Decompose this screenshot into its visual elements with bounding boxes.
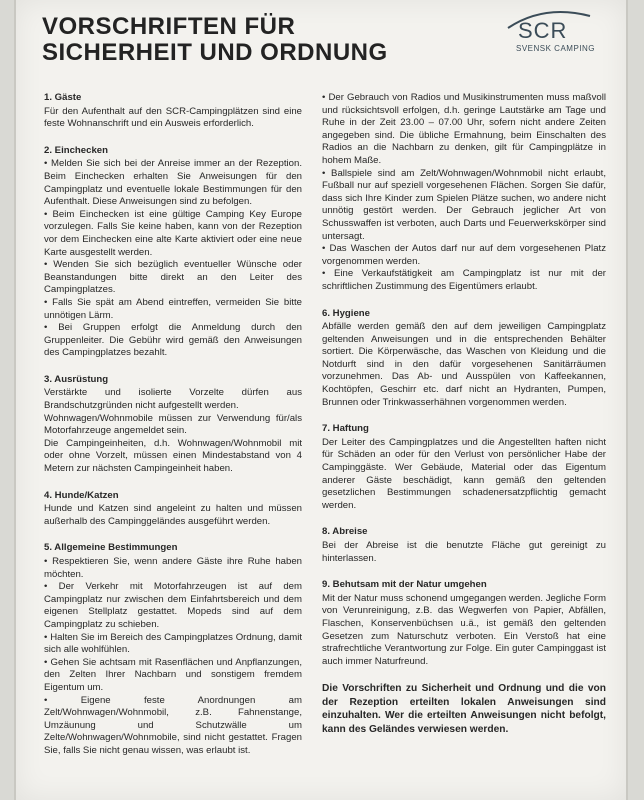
section-liability (322, 423, 606, 512)
bullet-item: • Melden Sie sich bei der Anreise immer an der Rezeption. Beim Einchecken erhalten Sie Anweisungen für den Campingplatz und eventuelle lokale Bestimmungen für den Aufenthalt. Diese Anweisungen sind zu befolgen. (44, 158, 302, 208)
section-equipment (44, 374, 302, 476)
bullet-item: • Wenden Sie sich bezüglich eventueller Wünsche oder Beanstandungen bitte direkt an den Leiter des Campingplatzes. (44, 259, 302, 297)
logo-subtitle: SVENSK CAMPING (516, 44, 596, 53)
title-line-1: VORSCHRIFTEN FÜR (42, 13, 296, 40)
section-heading: 4. Hunde/Katzen (44, 489, 119, 501)
section-guests (44, 92, 302, 131)
section-text: Wohnwagen/Wohnmobile müssen zur Verwendung für/als Motorfahrzeuge angemeldet sein. (44, 412, 302, 437)
section-text: Hunde und Katzen sind angeleint zu halten und müssen außerhalb des Campinggeländes ausgeführt werden. (44, 503, 302, 527)
section-departure (322, 526, 606, 565)
bullet-item: • Respektieren Sie, wenn andere Gäste ihre Ruhe haben möchten. (44, 556, 302, 581)
bullet-item: • Der Gebrauch von Radios und Musikinstrumenten muss maßvoll und rücksichtsvoll erfolgen, d.h. geringe Lautstärke am Tage und Ruhe in der Zeit 23.00 – 07.00 Uhr, sofern nicht andere Zeiten angegeben sind. Die übliche Ermahnung, beim Einschalten des Radios an die Nachbarn zu denken, gilt für Campingplätze in hohem Maße. (322, 92, 606, 168)
bullet-item: • Eine Verkaufstätigkeit am Campingplatz ist nur mit der schriftlichen Zustimmung des Eigentümers erlaubt. (322, 268, 606, 293)
section-heading: 3. Ausrüstung (44, 373, 109, 385)
section-text: Für den Aufenthalt auf den SCR-Campingplätzen sind eine feste Wohnanschrift und ein Ausweis erforderlich. (44, 105, 302, 130)
section-heading: 6. Hygiene (322, 307, 370, 319)
bullet-item: • Halten Sie im Bereich des Campingplatzes Ordnung, damit sich alle wohlfühlen. (44, 632, 302, 657)
logo-text: SCR (518, 18, 568, 43)
left-column (44, 92, 302, 772)
section-general-rules-continued (322, 92, 606, 294)
section-heading: 1. Gäste (44, 92, 82, 103)
bullet-item: • Eigene feste Anordnungen am Zelt/Wohnwagen/Wohnmobil, z.B. Fahnenstange, Umzäunung und Schutzwälle um Zelte/Wohnwagen/Wohnmobile, sind nicht gestattet. Fragen Sie, falls Sie nicht genau wissen, was erlaubt ist. (44, 695, 302, 758)
section-heading: 9. Behutsam mit der Natur umgehen (322, 579, 487, 591)
scr-logo (498, 8, 598, 60)
section-heading: 5. Allgemeine Bestimmungen (44, 542, 178, 554)
section-text: Die Campingeinheiten, d.h. Wohnwagen/Wohnmobil mit oder ohne Vorzelt, müssen einen Mindestabstand von 4 Metern zur nächsten Campingeinheit haben. (44, 437, 302, 475)
bullet-item: • Beim Einchecken ist eine gültige Camping Key Europe vorzulegen. Falls Sie keine haben, kann von der Rezeption vor dem Einchecken eine alte Karte aktiviert oder eine neue Karte ausgestellt werden. (44, 209, 302, 259)
bullet-item: • Der Verkehr mit Motorfahrzeugen ist auf dem Campingplatz nur zwischen dem Einfahrtsbereich und dem eigenen Stellplatz gestattet. Mopeds sind auf dem Campingplatz zu schieben. (44, 581, 302, 631)
section-text: Verstärkte und isolierte Vorzelte dürfen aus Brandschutzgründen nicht aufgestellt werden. (44, 387, 302, 412)
title-line-2: SICHERHEIT UND ORDNUNG (42, 39, 388, 66)
section-text: Bei der Abreise ist die benutzte Fläche gut gereinigt zu hinterlassen. (322, 540, 606, 564)
section-nature (322, 579, 606, 668)
bullet-item: • Das Waschen der Autos darf nur auf dem vorgesehenen Platz vorgenommen werden. (322, 243, 606, 268)
section-checkin (44, 145, 302, 360)
bullet-item: • Bei Gruppen erfolgt die Anmeldung durch den Gruppenleiter. Die Gebühr wird gemäß den Anweisungen des Campingplatzes bezahlt. (44, 322, 302, 360)
bullet-item: • Gehen Sie achtsam mit Rasenflächen und Anpflanzungen, den Zelten Ihrer Nachbarn und sonstigem fremdem Eigentum um. (44, 657, 302, 695)
bullet-item: • Falls Sie spät am Abend eintreffen, vermeiden Sie bitte unnötigen Lärm. (44, 297, 302, 322)
section-hygiene (322, 308, 606, 410)
section-heading: 2. Einchecken (44, 144, 108, 156)
bullet-item: • Ballspiele sind am Zelt/Wohnwagen/Wohnmobil nicht erlaubt, Fußball nur auf speziell vorgesehenen Flächen. Sorgen Sie dafür, dass sich Ihre Kinder zum Spielen Plätze suchen, wo andere nicht unnötig gestört werden. Der Gebrauch jeglicher Art von Schusswaffen ist verboten, auch Darts und Feuerwerkskörper sind untersagt. (322, 168, 606, 244)
right-column (322, 92, 606, 746)
section-heading: 8. Abreise (322, 526, 368, 538)
section-text: Abfälle werden gemäß den auf dem jeweiligen Campingplatz geltenden Anweisungen und in die entsprechenden Behälter sortiert. Die Körperwäsche, das Waschen von Kleidung und die Notdurft sind in den dafür vorgesehenen Sanitärräumen vorzunehmen. Das Ab- und Ausspülen von Kaffeekannen, Kochtöpfen, Geschirr etc. darf nicht an Hydranten, Pumpen, Brunnen oder Trinkwasserhähnen vorgenommen werden. (322, 321, 606, 408)
section-text: Der Leiter des Campingplatzes und die Angestellten haften nicht für Schäden an oder für den Verlust von persönlicher Habe der Campinggäste. Wer Gebäude, Material oder das Eigentum anderer Gäste beschädigt, kann gemäß den geltenden gesetzlichen Bestimmungen schadenersatzpflichtig gemacht werden. (322, 436, 606, 511)
section-text: Mit der Natur muss schonend umgegangen werden. Jegliche Form von Verunreinigung, z.B. das Wegwerfen von Papier, Abfällen, Flaschen, Konservenbüchsen u.ä., ist gemäß den geltenden Gesetzen zum Naturschutz verboten. Ein Verstoß hat eine strafrechtliche Verantwortung zur Folge. Ein guter Campinggast ist auch immer Naturfreund. (322, 592, 606, 667)
closing-statement: Die Vorschriften zu Sicherheit und Ordnung und die von der Rezeption erteilten lokalen Anweisungen sind einzuhalten. Wer die erteilten Anweisungen nicht befolgt, kann des Geländes verwiesen werden. (322, 683, 606, 735)
page-title (42, 14, 472, 66)
section-general-rules (44, 542, 302, 757)
section-heading: 7. Haftung (322, 423, 369, 435)
section-pets (44, 490, 302, 529)
